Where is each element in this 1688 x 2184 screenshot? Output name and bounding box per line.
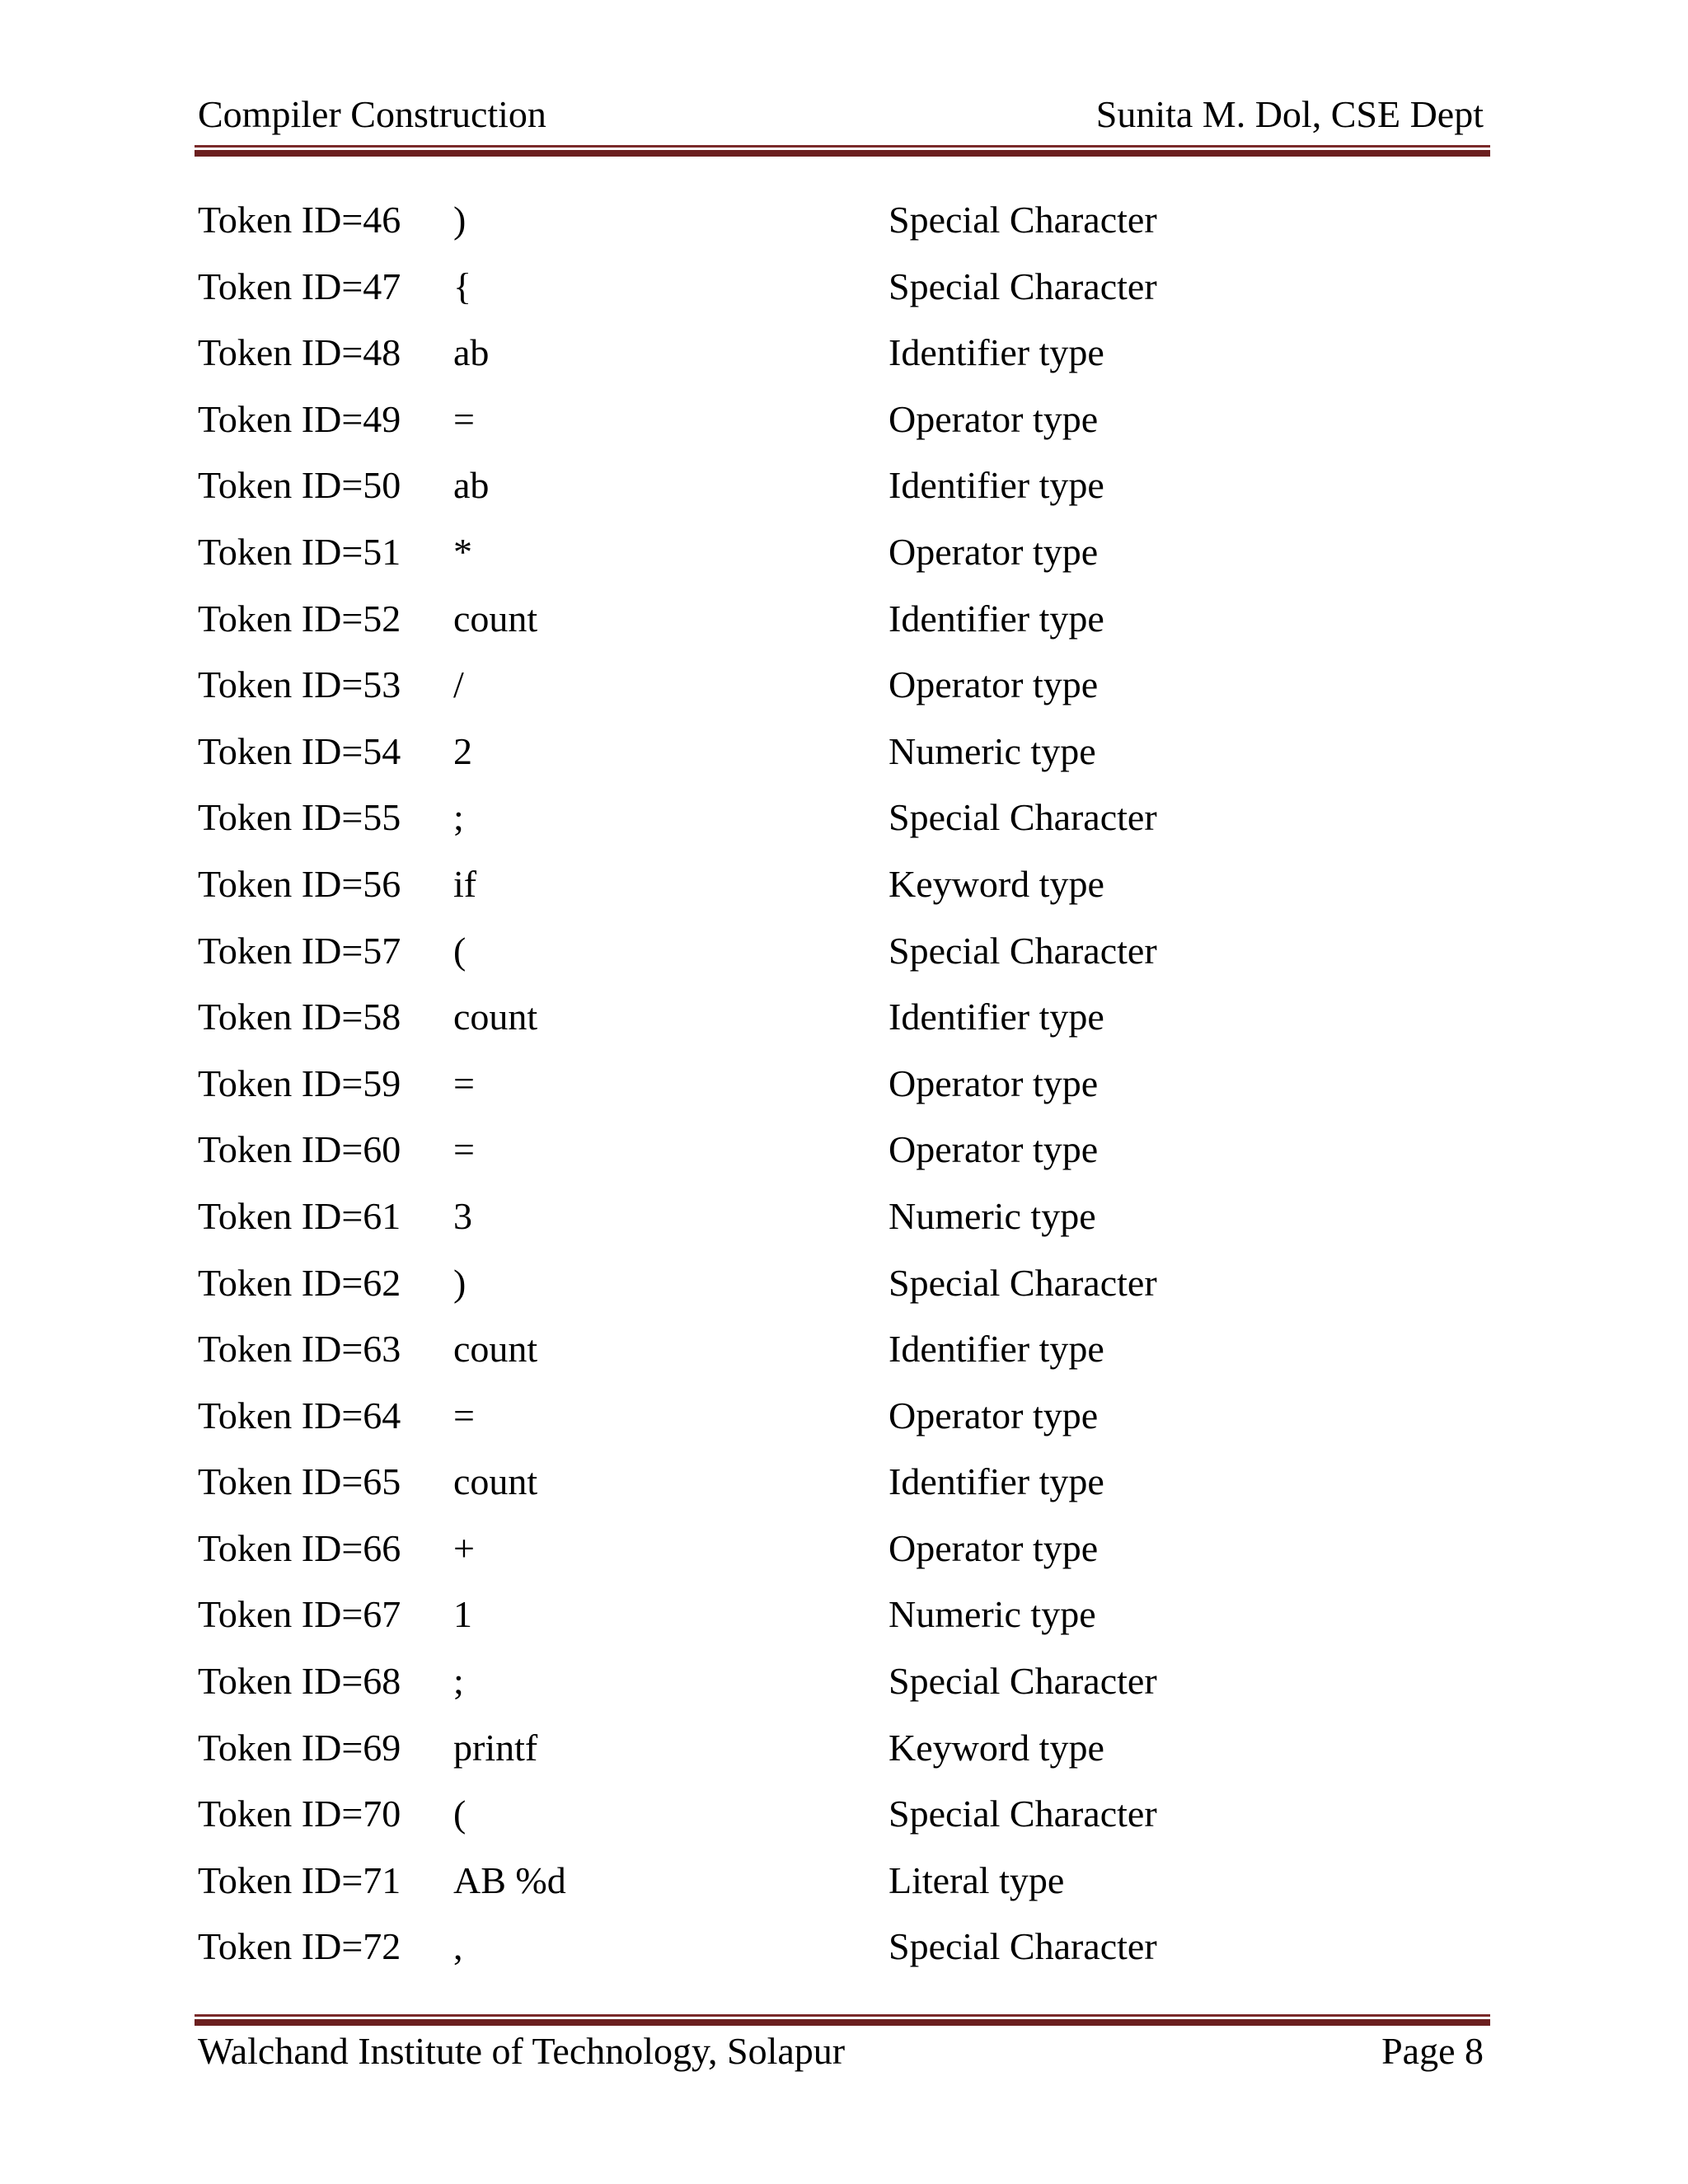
token-id: Token ID=55 [198,796,401,839]
token-type: Special Character [889,796,1157,839]
token-lexeme: ) [453,199,467,241]
token-id: Token ID=70 [198,1793,401,1835]
token-type: Operator type [889,397,1099,440]
token-type: Special Character [889,929,1157,972]
token-type: Numeric type [889,1593,1096,1636]
token-id: Token ID=46 [198,199,401,241]
page-footer [198,2029,1484,2079]
token-row [198,1390,1484,1457]
token-row [198,394,1484,461]
token-type: Operator type [889,663,1099,706]
token-row [198,859,1484,926]
token-row [198,593,1484,660]
token-type: Keyword type [889,1726,1104,1769]
token-id: Token ID=47 [198,265,401,307]
token-row [198,1523,1484,1590]
token-type: Literal type [889,1858,1065,1901]
token-row [198,1589,1484,1656]
token-type: Operator type [889,1062,1099,1104]
token-type: Special Character [889,265,1157,307]
token-type: Special Character [889,1660,1157,1703]
token-type: Identifier type [889,1460,1104,1503]
token-row [198,1124,1484,1191]
token-row [198,991,1484,1058]
token-id: Token ID=48 [198,331,401,374]
token-row [198,726,1484,793]
token-id: Token ID=52 [198,597,401,640]
token-lexeme: ab [453,331,490,374]
token-lexeme: ; [453,1660,464,1703]
token-type: Operator type [889,1526,1099,1569]
token-type: Operator type [889,1394,1099,1436]
token-lexeme: printf [453,1726,538,1769]
token-lexeme: 1 [453,1593,472,1636]
header-author: Sunita M. Dol, CSE Dept [1095,93,1484,135]
token-row [198,926,1484,992]
token-id: Token ID=59 [198,1062,401,1104]
token-lexeme: + [453,1526,475,1569]
token-row [198,527,1484,593]
token-lexeme: ab [453,464,490,507]
token-lexeme: ( [453,929,467,972]
token-id: Token ID=58 [198,996,401,1038]
header-rule [195,145,1490,157]
token-type: Operator type [889,1128,1099,1171]
token-type: Identifier type [889,464,1104,507]
token-lexeme: count [453,996,538,1038]
token-id: Token ID=56 [198,862,401,905]
token-lexeme: count [453,597,538,640]
page-number: Page 8 [1381,2030,1484,2072]
token-row [198,1788,1484,1855]
token-id: Token ID=64 [198,1394,401,1436]
token-row [198,792,1484,859]
token-lexeme: 2 [453,729,472,772]
token-lexeme: ( [453,1793,467,1835]
token-type: Special Character [889,1793,1157,1835]
token-id: Token ID=60 [198,1128,401,1171]
token-lexeme: = [453,397,475,440]
token-id: Token ID=66 [198,1526,401,1569]
footer-institute: Walchand Institute of Technology, Solapur [198,2030,846,2072]
token-row [198,1456,1484,1523]
token-lexeme: = [453,1394,475,1436]
token-row [198,1058,1484,1125]
page-header [198,92,1484,142]
token-row [198,460,1484,527]
token-id: Token ID=62 [198,1261,401,1304]
token-type: Keyword type [889,862,1104,905]
token-id: Token ID=68 [198,1660,401,1703]
token-id: Token ID=69 [198,1726,401,1769]
token-lexeme: ; [453,796,464,839]
token-type: Numeric type [889,1194,1096,1237]
token-id: Token ID=72 [198,1925,401,1968]
token-lexeme: AB %d [453,1858,566,1901]
token-row [198,261,1484,328]
token-row [198,1191,1484,1258]
header-course-title: Compiler Construction [198,93,546,135]
token-type: Special Character [889,1261,1157,1304]
token-id: Token ID=63 [198,1328,401,1371]
token-type: Operator type [889,530,1099,573]
token-row [198,194,1484,261]
token-id: Token ID=67 [198,1593,401,1636]
token-lexeme: 3 [453,1194,472,1237]
token-row [198,1656,1484,1722]
token-lexeme: { [453,265,472,307]
token-type: Numeric type [889,729,1096,772]
token-id: Token ID=57 [198,929,401,972]
token-row [198,327,1484,394]
token-id: Token ID=61 [198,1194,401,1237]
token-type: Special Character [889,199,1157,241]
token-lexeme: * [453,530,472,573]
token-id: Token ID=53 [198,663,401,706]
token-lexeme: , [453,1925,463,1968]
token-id: Token ID=71 [198,1858,401,1901]
token-row [198,1921,1484,1988]
token-type: Identifier type [889,996,1104,1038]
footer-rule [195,2014,1490,2026]
token-row [198,1324,1484,1390]
token-lexeme: count [453,1328,538,1371]
token-lexeme: ) [453,1261,467,1304]
token-type: Identifier type [889,331,1104,374]
token-row [198,1722,1484,1789]
token-lexeme: = [453,1128,475,1171]
token-id: Token ID=49 [198,397,401,440]
token-type: Identifier type [889,597,1104,640]
token-row [198,659,1484,726]
token-lexeme: count [453,1460,538,1503]
token-row [198,1258,1484,1324]
token-type: Special Character [889,1925,1157,1968]
token-lexeme: / [453,663,464,706]
token-lexeme: if [453,862,477,905]
token-type: Identifier type [889,1328,1104,1371]
token-list [198,194,1484,1988]
token-id: Token ID=50 [198,464,401,507]
token-id: Token ID=65 [198,1460,401,1503]
token-id: Token ID=54 [198,729,401,772]
token-row [198,1855,1484,1922]
token-id: Token ID=51 [198,530,401,573]
token-lexeme: = [453,1062,475,1104]
